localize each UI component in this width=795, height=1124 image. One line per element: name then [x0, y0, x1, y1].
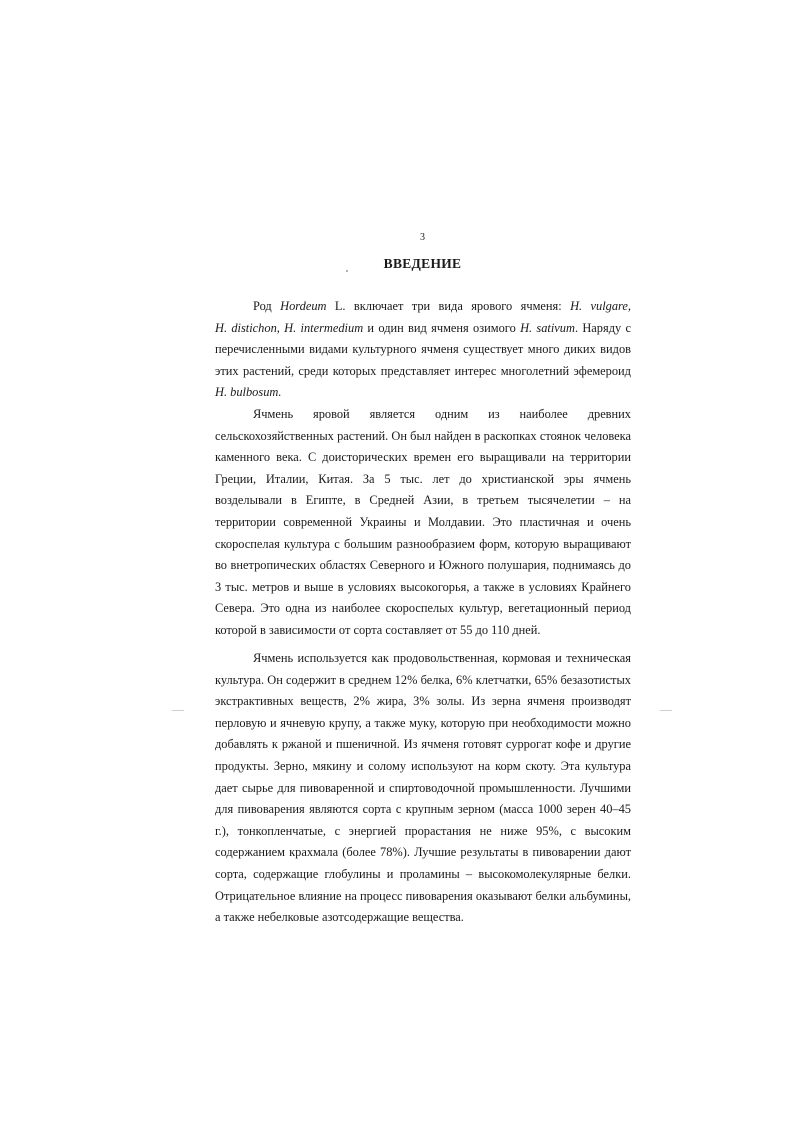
section-title: ВВЕДЕНИЕ — [383, 256, 462, 271]
paragraph — [215, 296, 631, 404]
text-line — [215, 778, 631, 800]
text-line — [215, 404, 631, 426]
text-line — [215, 555, 631, 577]
scan-artifact-right — [660, 710, 672, 711]
text-line — [215, 490, 631, 512]
text-line — [215, 339, 631, 361]
text-run: возделывали в Египте, в Средней Азии, в третьем тысячелетии – на — [215, 493, 631, 508]
text-run: сорта, содержащие глобулины и проламины – высокомолекулярные белки. — [215, 866, 631, 881]
text-line — [215, 648, 631, 670]
page-number: 3 — [420, 232, 425, 243]
text-line — [215, 447, 631, 469]
text-run: продукты. Зерно, мякину и солому используют на корм скоту. Эта культура — [215, 758, 631, 773]
text-run: Греции, Италии, Китая. За 5 тыс. лет до христианской эры ячмень — [215, 471, 631, 486]
text-run: для пивоварения являются сорта с крупным зерном (масса 1000 зерен 40–45 — [215, 802, 631, 817]
text-line — [215, 577, 631, 599]
text-line — [215, 907, 631, 929]
text-line — [215, 361, 631, 383]
text-run: L. включает три вида ярового ячменя: — [326, 299, 571, 313]
text-line — [215, 734, 631, 756]
text-line — [215, 886, 631, 908]
text-run: дает сырье для пивоваренной и спиртоводочной промышленности. Лучшими — [215, 780, 631, 795]
text-run: а также небелковые азотсодержащие вещества. — [215, 910, 464, 925]
text-run: и один вид ячменя озимого — [363, 320, 521, 335]
text-line — [215, 469, 631, 491]
italic-text: H. vulgare, — [570, 299, 631, 313]
text-run: экстрактивных веществ, 2% жира, 3% золы. Из зерна ячменя производят — [215, 694, 631, 709]
italic-text: H. sativum — [520, 320, 575, 335]
text-line — [215, 799, 631, 821]
text-run: добавлять к ржаной и пшеничной. Из ячменя готовят суррогат кофе и другие — [215, 737, 631, 752]
text-run: Отрицательное влияние на процесс пивоварения оказывают белки альбумины, — [215, 888, 631, 903]
text-line — [215, 864, 631, 886]
text-run: территории современной Украины и Молдавии. Это пластичная и очень — [215, 514, 631, 529]
text-line — [215, 670, 631, 692]
italic-text: Hordeum — [280, 299, 327, 313]
text-run: Ячмень яровой является одним из наиболее древних — [253, 407, 631, 421]
text-run: этих растений, среди которых представляет интерес многолетний эфемероид — [215, 363, 631, 378]
text-line — [215, 842, 631, 864]
paragraph — [215, 648, 631, 929]
text-line — [215, 756, 631, 778]
scan-artifact-left — [172, 710, 184, 711]
text-line — [215, 512, 631, 534]
scan-speck — [346, 270, 348, 272]
text-line — [215, 713, 631, 735]
text-line — [215, 382, 631, 404]
text-run: 3 тыс. метров и выше в условиях высокогорья, а также в условиях Крайнего — [215, 579, 631, 594]
text-run: скороспелая культура с большим разнообразием форм, которую выращивают — [215, 536, 631, 551]
text-run: Севера. Это одна из наиболее скороспелых культур, вегетационный период — [215, 601, 631, 616]
text-run: перловую и ячневую крупу, а также муку, которую при необходимости можно — [215, 715, 631, 730]
text-run: во внетропических областях Северного и Южного полушария, поднимаясь до — [215, 558, 631, 573]
text-line — [215, 534, 631, 556]
text-run: перечисленными видами культурного ячменя существует много диких видов — [215, 342, 631, 357]
text-line — [215, 426, 631, 448]
text-run: которой в зависимости от сорта составляет от 55 до 110 дней. — [215, 622, 541, 637]
text-run: содержанием крахмала (более 78%). Лучшие результаты в пивоварении дают — [215, 845, 631, 860]
text-run: каменного века. С доисторических времен его выращивали на территории — [215, 450, 631, 465]
text-run: Род — [253, 299, 281, 313]
text-line — [215, 598, 631, 620]
text-line — [215, 620, 631, 642]
text-run: . Наряду с — [574, 320, 631, 335]
text-run: культура. Он содержит в среднем 12% белка, 6% клетчатки, 65% безазотистых — [215, 672, 631, 687]
text-run: сельскохозяйственных растений. Он был найден в раскопках стоянок человека — [215, 428, 631, 443]
text-run: Ячмень используется как продовольственная, кормовая и техническая — [253, 651, 631, 665]
italic-text: H. distichon, H. intermedium — [215, 320, 364, 335]
text-line — [215, 318, 631, 340]
paragraph — [215, 404, 631, 642]
text-line — [215, 691, 631, 713]
text-line — [215, 296, 631, 318]
italic-text: H. bulbosum. — [215, 385, 282, 400]
text-line — [215, 821, 631, 843]
text-run: г.), тонкопленчатые, с энергией прорастания не ниже 95%, с высоким — [215, 823, 631, 838]
